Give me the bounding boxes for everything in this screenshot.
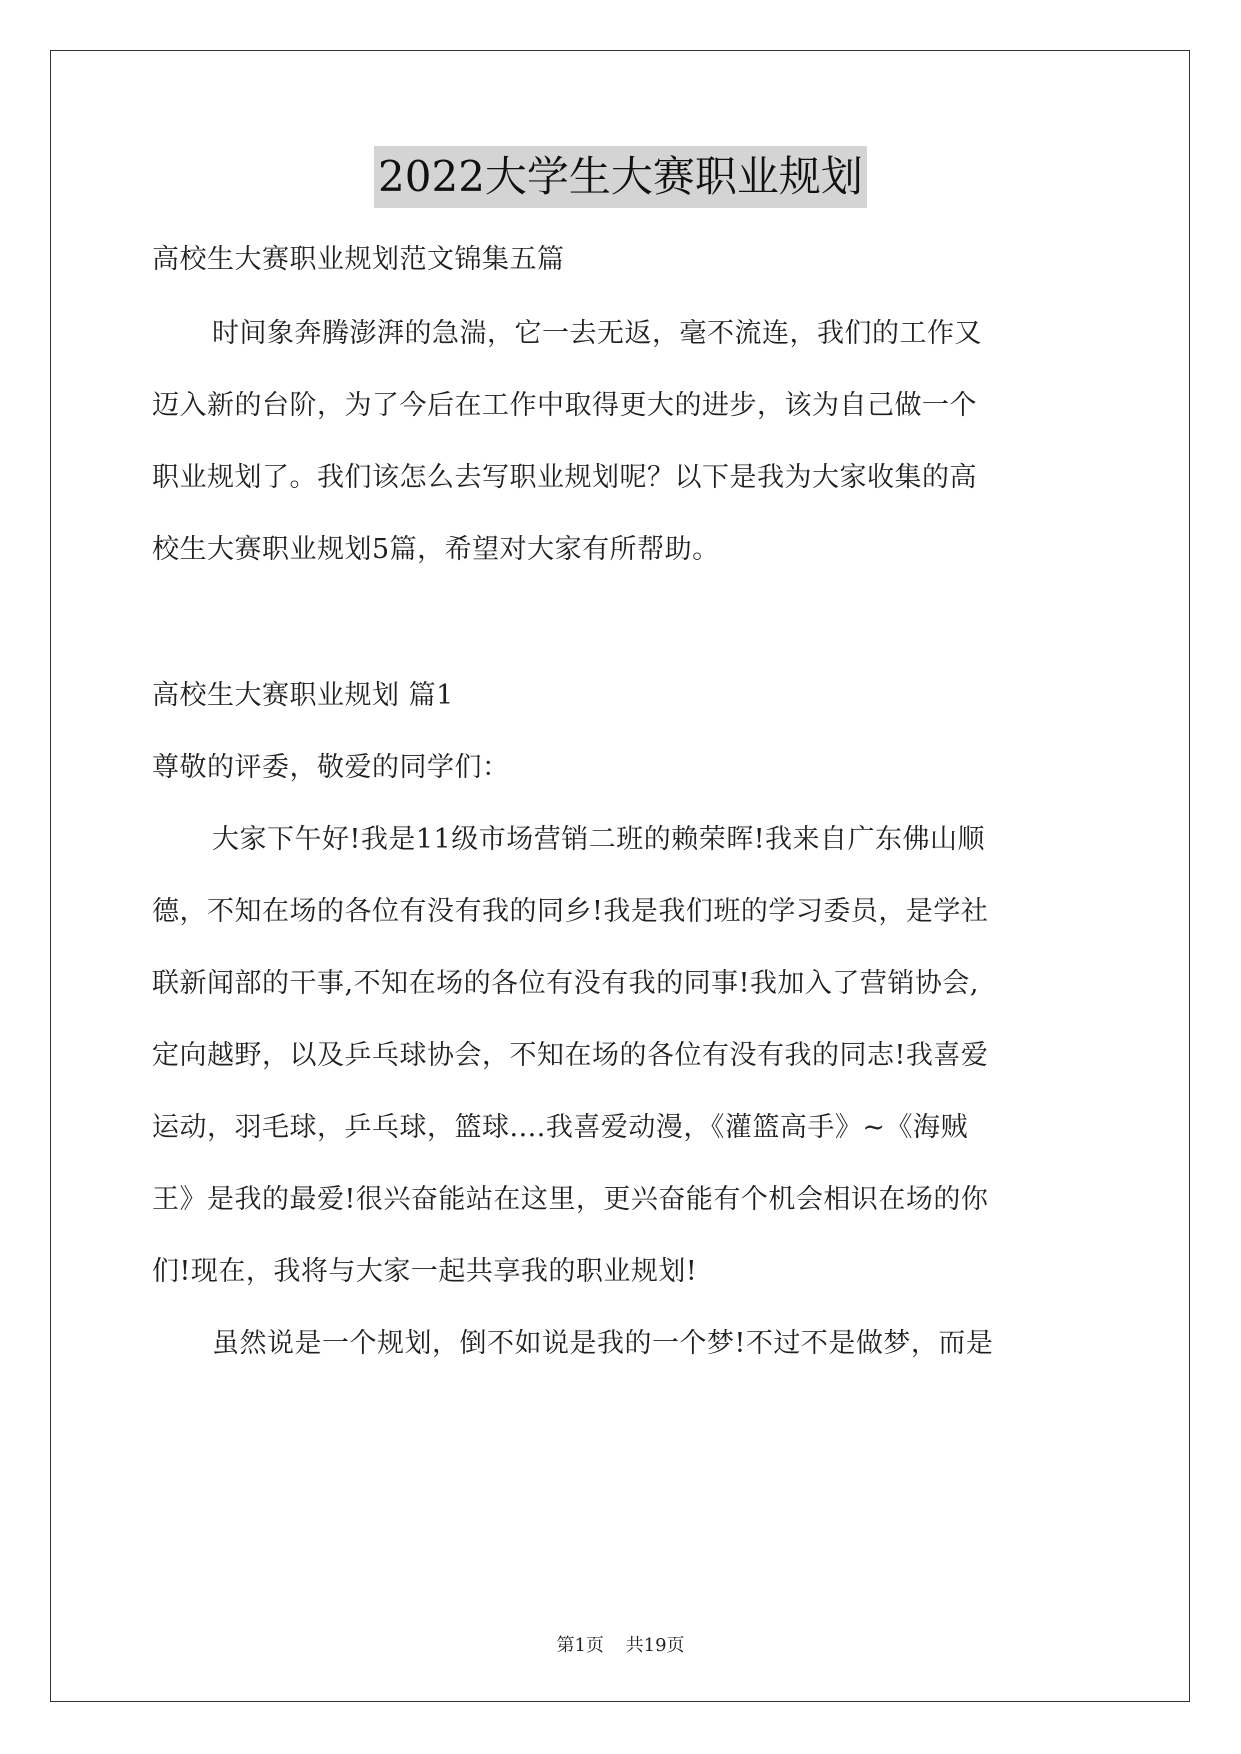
page-footer [0, 1634, 1241, 1658]
intro-line: 职业规划了。我们该怎么去写职业规划呢？以下是我为大家收集的高 [152, 462, 977, 493]
document-title: 2022大学生大赛职业规划 [374, 146, 867, 208]
body-line: 定向越野，以及乒乓球协会，不知在场的各位有没有我的同志!我喜爱 [152, 1040, 989, 1071]
page-total: 共19页 [625, 1635, 685, 1656]
body-line: 联新闻部的干事,不知在场的各位有没有我的同事!我加入了营销协会, [152, 968, 980, 999]
intro-line: 校生大赛职业规划5篇，希望对大家有所帮助。 [152, 534, 720, 565]
body-line: 们!现在，我将与大家一起共享我的职业规划! [152, 1256, 698, 1287]
intro-line: 时间象奔腾澎湃的急湍，它一去无返，毫不流连，我们的工作又 [212, 318, 982, 349]
page-border [50, 50, 1190, 1702]
intro-line: 迈入新的台阶，为了今后在工作中取得更大的进步，该为自己做一个 [152, 390, 977, 421]
body-line: 虽然说是一个规划，倒不如说是我的一个梦!不过不是做梦，而是 [212, 1328, 994, 1359]
subtitle: 高校生大赛职业规划范文锦集五篇 [152, 244, 565, 275]
body-line: 王》是我的最爱!很兴奋能站在这里，更兴奋能有个机会相识在场的你 [152, 1184, 989, 1215]
body-line: 大家下午好!我是11级市场营销二班的赖荣晖!我来自广东佛山顺 [212, 824, 986, 855]
section-heading: 高校生大赛职业规划 篇1 [152, 680, 454, 711]
page-number: 第1页 [556, 1635, 604, 1656]
body-line: 德，不知在场的各位有没有我的同乡!我是我们班的学习委员，是学社 [152, 896, 989, 927]
body-line: 运动，羽毛球，乒乓球，篮球....我喜爱动漫，《灌篮高手》~《海贼 [152, 1112, 968, 1143]
salutation: 尊敬的评委，敬爱的同学们： [152, 752, 510, 783]
title-container [0, 146, 1241, 208]
